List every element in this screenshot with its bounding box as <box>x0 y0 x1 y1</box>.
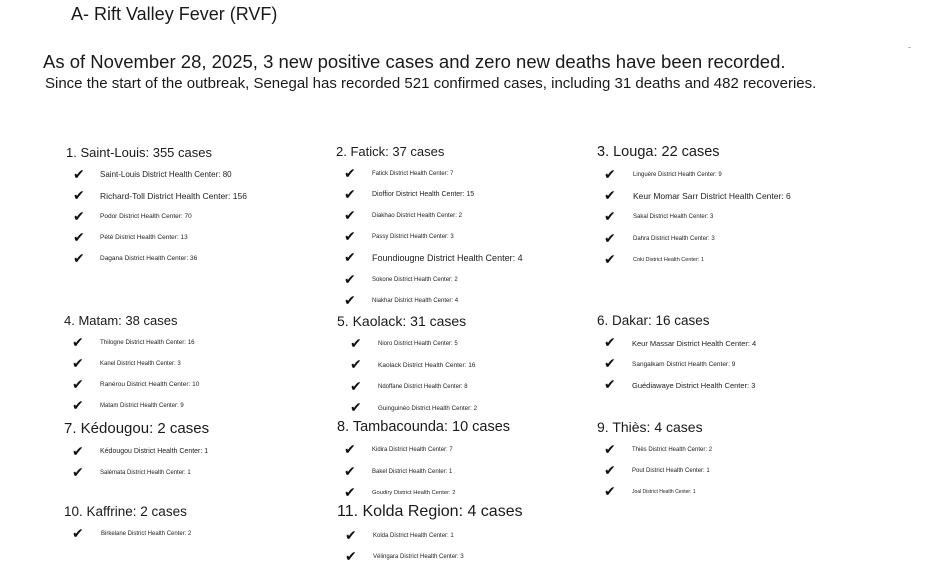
checkmark-icon: ✔ <box>344 186 356 203</box>
list-item <box>64 462 209 483</box>
checkmark-icon: ✔ <box>350 400 362 417</box>
checkmark-icon: ✔ <box>72 355 84 372</box>
list-item <box>597 186 791 207</box>
region-title: 5. Kaolack: 31 cases <box>337 313 467 329</box>
region-block <box>336 144 523 311</box>
region-block <box>64 504 191 545</box>
list-item <box>597 375 756 396</box>
region-title: 3. Louga: 22 cases <box>597 144 720 160</box>
health-center-label: Thiès District Health Center: 2 <box>632 446 713 453</box>
region-block <box>337 503 523 567</box>
health-center-label: Ndoffane District Health Center: 8 <box>378 383 468 390</box>
list-item <box>66 206 247 227</box>
list-item <box>337 461 510 483</box>
checkmark-icon: ✔ <box>344 271 356 288</box>
health-center-label: Diakhao District Health Center: 2 <box>372 212 463 220</box>
health-center-label: Dioffior District Health Center: 15 <box>372 191 475 199</box>
region-title: 2. Fatick: 37 cases <box>336 144 445 159</box>
checkmark-icon: ✔ <box>72 397 84 414</box>
checkmark-icon: ✔ <box>350 335 362 352</box>
list-item <box>597 481 712 502</box>
health-center-label: Fatick District Health Center: 7 <box>372 170 454 177</box>
checkmark-icon: ✔ <box>344 463 356 480</box>
checkmark-icon: ✔ <box>72 526 84 542</box>
list-item <box>64 524 191 545</box>
health-center-label: Matam District Health Center: 9 <box>100 402 184 409</box>
region-block <box>337 419 510 504</box>
health-center-label: Kédougou District Health Center: 1 <box>100 448 209 455</box>
health-center-label: Coki District Health Center: 1 <box>633 256 704 263</box>
health-center-label: Passy District Health Center: 3 <box>372 234 454 241</box>
health-center-label: Bakel District Health Center: 1 <box>372 468 453 475</box>
health-center-label: Pété District Health Center: 13 <box>100 234 188 241</box>
health-center-list <box>597 165 791 271</box>
checkmark-icon: ✔ <box>604 335 616 351</box>
health-center-label: Salémata District Health Center: 1 <box>100 469 191 476</box>
checkmark-icon: ✔ <box>604 188 616 205</box>
list-item <box>597 165 791 186</box>
checkmark-icon: ✔ <box>350 357 362 374</box>
region-title: 6. Dakar: 16 cases <box>597 313 710 328</box>
health-center-label: Niakhar District Health Center: 4 <box>372 297 459 304</box>
health-center-list <box>597 439 712 502</box>
checkmark-icon: ✔ <box>344 442 356 459</box>
checkmark-icon: ✔ <box>604 377 616 393</box>
summary-text: Since the start of the outbreak, Senegal has recorded 521 confirmed cases, including 31 deaths and 482 recoveries. <box>45 75 817 92</box>
region-title: 10. Kaffrine: 2 cases <box>64 504 187 519</box>
health-center-label: Kaolack District Health Center: 16 <box>378 361 476 369</box>
list-item <box>337 355 477 377</box>
region-block <box>66 145 247 269</box>
checkmark-icon: ✔ <box>604 441 616 458</box>
health-center-list <box>337 333 477 419</box>
list-item <box>337 333 477 355</box>
region-block <box>597 313 756 396</box>
list-item <box>64 353 199 374</box>
health-center-label: Guinguinéo District Health Center: 2 <box>378 404 478 412</box>
health-center-label: Kanel District Health Center: 3 <box>100 360 181 367</box>
health-center-label: Saint-Louis District Health Center: 80 <box>100 170 232 179</box>
list-item <box>597 228 791 249</box>
list-item <box>597 354 756 375</box>
list-item <box>66 164 247 185</box>
checkmark-icon: ✔ <box>344 485 356 502</box>
health-center-label: Keur Momar Sarr District Health Center: 6 <box>633 191 791 202</box>
list-item <box>64 332 199 353</box>
health-center-label: Sangalkam District Health Center: 9 <box>632 360 736 368</box>
health-center-label: Foundiougne District Health Center: 4 <box>372 253 523 264</box>
checkmark-icon: ✔ <box>604 462 616 479</box>
checkmark-icon: ✔ <box>344 292 356 309</box>
region-block <box>64 313 199 416</box>
checkmark-icon: ✔ <box>344 165 356 182</box>
list-item <box>336 269 523 290</box>
list-item <box>66 227 247 248</box>
health-center-list <box>66 164 247 269</box>
list-item <box>66 185 247 206</box>
health-center-label: Birkelane District Health Center: 2 <box>101 531 192 537</box>
health-center-label: Guédiawaye District Health Center: 3 <box>632 380 756 390</box>
list-item <box>597 249 791 270</box>
checkmark-icon: ✔ <box>604 356 616 372</box>
list-item <box>336 290 523 311</box>
health-center-label: Nioro District Health Center: 5 <box>378 340 458 347</box>
health-center-label: Pout District Health Center: 1 <box>632 467 710 474</box>
checkmark-icon: ✔ <box>73 250 85 267</box>
list-item <box>337 398 477 420</box>
list-item <box>337 440 510 462</box>
region-title: 7. Kédougou: 2 cases <box>64 420 210 437</box>
health-center-label: Goudiry District Health Center: 2 <box>372 490 456 497</box>
list-item <box>337 525 523 546</box>
list-item <box>64 441 209 462</box>
list-item <box>336 163 523 184</box>
list-item <box>66 248 247 269</box>
health-center-label: Vélingara District Health Center: 3 <box>373 553 464 560</box>
checkmark-icon: ✔ <box>604 209 616 226</box>
checkmark-icon: ✔ <box>73 187 85 204</box>
health-center-label: Kolda District Health Center: 1 <box>373 532 454 539</box>
checkmark-icon: ✔ <box>344 229 356 246</box>
health-center-list <box>597 333 756 396</box>
health-center-label: Dagana District Health Center: 36 <box>100 255 198 262</box>
checkmark-icon: ✔ <box>72 464 84 481</box>
health-center-label: Joal District Health Center: 1 <box>632 488 696 495</box>
health-center-list <box>337 440 510 505</box>
region-title: 9. Thiès: 4 cases <box>597 419 703 435</box>
list-item <box>597 439 712 460</box>
health-center-list <box>336 163 523 311</box>
list-item <box>336 227 523 248</box>
list-item <box>337 546 523 567</box>
list-item <box>597 207 791 228</box>
list-item <box>336 205 523 226</box>
health-center-label: Linguère District Health Center: 9 <box>633 172 722 179</box>
health-center-label: Thilogne District Health Center: 16 <box>100 339 195 346</box>
region-title: 1. Saint-Louis: 355 cases <box>66 145 212 160</box>
region-title: 8. Tambacounda: 10 cases <box>337 419 511 435</box>
region-block <box>64 420 209 483</box>
divider-mark <box>908 47 911 48</box>
checkmark-icon: ✔ <box>350 378 362 395</box>
checkmark-icon: ✔ <box>604 230 616 247</box>
region-block <box>597 144 791 270</box>
headline-text: As of November 28, 2025, 3 new positive cases and zero new deaths have been recorded. <box>43 51 786 72</box>
health-center-list <box>64 441 209 483</box>
checkmark-icon: ✔ <box>344 250 356 267</box>
checkmark-icon: ✔ <box>72 376 84 393</box>
health-center-label: Podor District Health Center: 70 <box>100 213 192 220</box>
list-item <box>336 248 523 269</box>
checkmark-icon: ✔ <box>345 548 357 565</box>
checkmark-icon: ✔ <box>73 208 85 225</box>
health-center-label: Ranérou District Health Center: 10 <box>100 381 200 388</box>
checkmark-icon: ✔ <box>604 251 616 268</box>
region-block <box>337 313 477 419</box>
checkmark-icon: ✔ <box>604 483 616 500</box>
health-center-label: Richard-Toll District Health Center: 156 <box>100 190 247 201</box>
list-item <box>337 376 477 398</box>
checkmark-icon: ✔ <box>73 166 85 183</box>
health-center-label: Sokone District Health Center: 2 <box>372 276 458 283</box>
list-item <box>597 460 712 481</box>
document-title: A- Rift Valley Fever (RVF) <box>71 4 278 24</box>
list-item <box>64 374 199 395</box>
region-title: 4. Matam: 38 cases <box>64 313 178 328</box>
health-center-label: Dahra District Health Center: 3 <box>633 235 715 242</box>
checkmark-icon: ✔ <box>345 527 357 544</box>
list-item <box>336 184 523 205</box>
region-title: 11. Kolda Region: 4 cases <box>337 503 523 520</box>
checkmark-icon: ✔ <box>72 443 84 460</box>
checkmark-icon: ✔ <box>604 167 616 184</box>
list-item <box>337 483 510 505</box>
health-center-label: Sakal District Health Center: 3 <box>633 214 714 221</box>
health-center-label: Keur Massar District Health Center: 4 <box>632 338 757 348</box>
list-item <box>64 395 199 416</box>
checkmark-icon: ✔ <box>72 334 84 351</box>
region-block <box>597 419 712 502</box>
health-center-label: Kidira District Health Center: 7 <box>372 447 453 454</box>
checkmark-icon: ✔ <box>73 229 85 246</box>
health-center-list <box>64 524 191 545</box>
checkmark-icon: ✔ <box>344 207 356 224</box>
list-item <box>597 333 756 354</box>
health-center-list <box>337 525 523 567</box>
health-center-list <box>64 332 199 416</box>
